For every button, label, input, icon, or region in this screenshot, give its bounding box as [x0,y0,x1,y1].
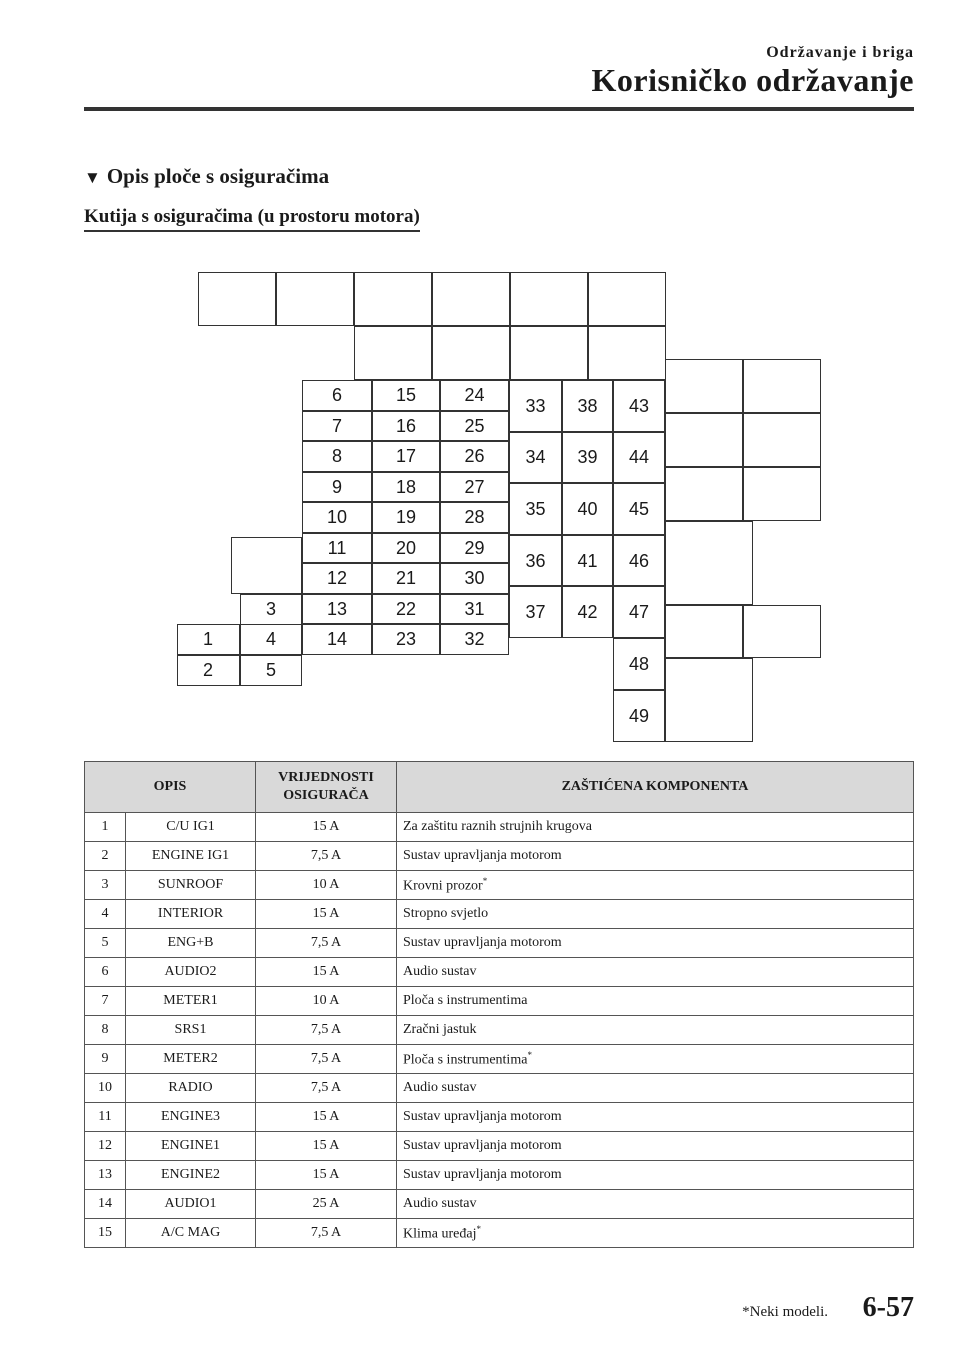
fuse-number-label: 30 [464,568,485,589]
protected-component-cell [397,1190,914,1219]
relay-slot [743,605,821,658]
fuse-rating-cell [256,1016,397,1045]
fuse-rating-cell [256,1190,397,1219]
fuse-number-label: 42 [577,602,598,623]
fuse-number-label: 7 [331,415,342,436]
fuse-number-label: 6 [331,385,342,406]
fuse-number-label: 16 [395,415,417,436]
fuse-number-label: 14 [326,629,348,650]
relay-slot [743,413,821,467]
fuse-opis-cell [126,958,256,987]
protected-component-cell [397,1016,914,1045]
fuse-rating-cell [256,871,397,900]
relay-slot [510,326,588,380]
fuse-number-cell [85,1219,126,1248]
protected-component-cell [397,871,914,900]
protected-component-cell-text: Krovni prozor [403,878,483,894]
fuse-rating-cell-text: 15 A [312,906,340,921]
fuse-rating-cell-text: 7,5 A [310,1080,342,1095]
fuse-number-cell-text: 4 [101,906,109,921]
protected-component-cell-text: Zračni jastuk [403,1022,477,1037]
fuse-opis-cell [126,929,256,958]
some-models-marker: * [482,875,488,886]
subheading: Kutija s osiguračima (u prostoru motora) [84,206,420,232]
relay-slot [743,359,821,413]
fuse-number-cell [85,1074,126,1103]
fuse-number-cell [85,1190,126,1219]
fuse-number-cell [85,1161,126,1190]
fuse-rating-cell [256,929,397,958]
protected-component-cell-text: Sustav upravljanja motorom [403,848,562,863]
fuse-rating-cell [256,900,397,929]
protected-component-cell-text: Audio sustav [403,964,477,979]
protected-component-cell-text: Za zaštitu raznih strujnih krugova [403,819,592,834]
fuse-opis-cell [126,1045,256,1074]
protected-component-cell [397,842,914,871]
table-row [85,987,914,1016]
protected-component-cell [397,1074,914,1103]
relay-slot [665,413,743,467]
fuse-rating-cell [256,1132,397,1161]
protected-component-cell [397,987,914,1016]
fuse-number-label: 25 [464,415,485,436]
relay-slot [354,272,432,326]
relay-slot [198,272,276,326]
fuse-number-label: 33 [525,395,546,416]
protected-component-cell [397,1161,914,1190]
fuse-rating-cell [256,1219,397,1248]
fuse-number-label: 19 [395,507,417,528]
fuse-rating-cell [256,1103,397,1132]
fuse-opis-cell [126,1132,256,1161]
fuse-number-label: 22 [395,598,417,619]
fuse-number-label: 48 [628,654,650,674]
fuse-number-cell-text: 9 [101,1051,109,1066]
column-header-vrijednost [256,762,397,813]
fuse-opis-cell-text: ENGINE3 [160,1109,221,1124]
fuse-number-label: 10 [326,507,348,528]
fuse-opis-cell [126,813,256,842]
section-heading-text: Opis ploče s osiguračima [106,164,330,188]
fuse-number-label: 2 [202,660,213,680]
fuse-opis-cell-text: SUNROOF [157,877,224,892]
relay-slot [354,326,432,380]
fuse-number-cell-text: 10 [98,1080,112,1095]
relay-slot [432,272,510,326]
fuse-number-label: 8 [331,446,342,467]
fuse-number-cell [85,1045,126,1074]
protected-component-cell-text: Ploča s instrumentima [403,1052,528,1068]
fuse-rating-cell [256,1045,397,1074]
fuse-number-label: 1 [202,629,213,649]
fuse-opis-cell-text: METER1 [163,993,218,1008]
fuse-number-label: 38 [577,395,598,416]
protected-component-cell [397,958,914,987]
fuse-opis-cell [126,1190,256,1219]
fuse-opis-cell [126,842,256,871]
relay-slot [665,658,753,742]
fuse-rating-cell [256,987,397,1016]
some-models-marker: * [476,1223,481,1234]
fuse-number-cell [85,871,126,900]
fuse-number-cell-text: 5 [101,935,109,950]
table-row [85,871,914,900]
triangle-marker-icon: ▼ [84,168,101,187]
footnote: *Neki modeli. [742,1304,828,1320]
fuse-number-label: 11 [327,537,347,558]
fuse-opis-cell-text: SRS1 [174,1022,207,1037]
relay-slot [665,359,743,413]
fuse-number-label: 27 [464,476,485,497]
fuse-number-cell [85,1103,126,1132]
protected-component-cell-text: Ploča s instrumentima [403,993,528,1008]
fuse-number-label: 12 [326,568,348,589]
fuse-number-label: 40 [577,499,598,519]
column-header-opis: OPIS [85,762,256,813]
fuse-number-label: 26 [464,446,485,467]
fuse-number-cell-text: 8 [101,1022,109,1037]
table-row [85,1103,914,1132]
fuse-opis-cell [126,987,256,1016]
fuse-number-cell [85,1016,126,1045]
fuse-number-label: 41 [577,550,598,571]
column-header-vrijednost-line2: OSIGURAČA [283,788,369,803]
fuse-number-label: 23 [395,629,417,650]
fuse-number-label: 15 [395,385,417,406]
fuse-rating-cell-text: 15 A [312,1167,340,1182]
fuse-opis-cell-text: C/U IG1 [166,819,215,834]
fuse-number-label: 43 [628,395,650,416]
fuse-number-cell [85,1132,126,1161]
fuse-opis-cell [126,871,256,900]
table-row [85,958,914,987]
fuse-number-label: 34 [525,447,546,468]
protected-component-cell [397,813,914,842]
fuse-rating-cell-text: 7,5 A [310,848,342,863]
protected-component-cell-text: Sustav upravljanja motorom [403,1167,562,1182]
protected-component-cell-text: Sustav upravljanja motorom [403,935,562,950]
fuse-number-cell-text: 11 [98,1109,112,1124]
fuse-number-cell [85,900,126,929]
fuse-table [84,761,914,1248]
protected-component-cell [397,1045,914,1074]
fuse-number-cell-text: 13 [98,1167,112,1182]
fuse-opis-cell-text: INTERIOR [157,906,224,921]
fuse-rating-cell-text: 7,5 A [310,1225,342,1240]
relay-slot [588,272,666,326]
protected-component-cell-text: Sustav upravljanja motorom [403,1138,562,1153]
fuse-number-label: 18 [395,476,417,497]
relay-slot [276,272,354,326]
fuse-number-cell [85,929,126,958]
table-row [85,813,914,842]
fuse-rating-cell [256,1161,397,1190]
column-header-komponenta: ZAŠTIĆENA KOMPONENTA [397,762,914,813]
fuse-number-cell-text: 7 [101,993,109,1008]
protected-component-cell-text: Stropno svjetlo [403,906,489,921]
fuse-number-cell-text: 14 [98,1196,112,1211]
fuse-number-label: 24 [464,385,485,406]
fuse-rating-cell-text: 7,5 A [310,1051,342,1066]
protected-component-cell-text: Audio sustav [403,1080,477,1095]
fuse-number-label: 46 [628,550,650,571]
protected-component-cell [397,1132,914,1161]
fuse-number-label: 36 [525,550,546,571]
fuse-rating-cell [256,842,397,871]
table-row [85,1190,914,1219]
fuse-number-cell-text: 15 [98,1225,112,1240]
fuse-number-label: 37 [525,602,546,623]
table-row [85,1016,914,1045]
fuse-opis-cell [126,1016,256,1045]
protected-component-cell-text: Sustav upravljanja motorom [403,1109,562,1124]
table-row [85,929,914,958]
fuse-number-cell [85,813,126,842]
fuse-rating-cell [256,958,397,987]
fuse-opis-cell-text: ENGINE1 [160,1138,221,1153]
some-models-marker: * [527,1049,532,1060]
fuse-rating-cell-text: 15 A [312,1138,340,1153]
fuse-number-cell [85,842,126,871]
fuse-number-label: 4 [265,629,276,649]
fuse-opis-cell-text: AUDIO2 [164,964,217,979]
fuse-number-cell-text: 6 [101,964,109,979]
fuse-rating-cell-text: 15 A [312,964,340,979]
protected-component-cell [397,1103,914,1132]
fuse-opis-cell-text: ENGINE IG1 [151,848,230,863]
protected-component-cell [397,929,914,958]
fuse-number-label: 13 [326,598,348,619]
protected-component-cell [397,900,914,929]
fuse-number-label: 5 [265,660,276,680]
fuse-number-cell-text: 3 [101,877,109,892]
protected-component-cell [397,1219,914,1248]
table-row [85,1132,914,1161]
fuse-rating-cell-text: 25 A [312,1196,340,1211]
fuse-number-label: 31 [464,598,485,619]
relay-slot [665,605,743,658]
protected-component-cell-text: Klima uređaj [403,1226,477,1242]
fuse-opis-cell [126,1161,256,1190]
fuse-opis-cell-text: AUDIO1 [164,1196,217,1211]
fuse-opis-cell [126,1219,256,1248]
fuse-rating-cell [256,1074,397,1103]
fuse-number-label: 47 [628,602,650,623]
fuse-number-label: 17 [395,446,417,467]
fuse-number-cell [85,987,126,1016]
fuse-number-label: 28 [464,507,485,528]
column-header-vrijednost-line1: VRIJEDNOSTI [278,770,374,785]
relay-slot [665,521,753,605]
fuse-number-label: 45 [628,499,650,519]
fuse-number-cell-text: 12 [98,1138,112,1153]
fuse-number-cell-text: 2 [101,848,109,863]
table-row [85,1219,914,1248]
protected-component-cell-text: Audio sustav [403,1196,477,1211]
fuse-rating-cell-text: 7,5 A [310,1022,342,1037]
fuse-number-label: 32 [464,629,485,650]
relay-slot [231,537,302,594]
fuse-opis-cell-text: A/C MAG [160,1225,221,1240]
fuse-opis-cell-text: METER2 [163,1051,218,1066]
relay-slot [743,467,821,521]
fuse-opis-cell [126,1074,256,1103]
fuse-number-label: 39 [577,447,598,468]
relay-slot [588,326,666,380]
page-number: 6-57 [862,1292,914,1323]
fuse-number-label: 9 [331,476,342,497]
table-header-row [85,762,914,813]
header-chapter-title: Korisničko održavanje [591,62,914,98]
relay-slot [432,326,510,380]
relay-slot [665,467,743,521]
fuse-rating-cell-text: 10 A [312,993,340,1008]
fuse-opis-cell [126,900,256,929]
relay-slot [510,272,588,326]
header-section-label: Održavanje i briga [766,44,914,61]
fuse-rating-cell-text: 15 A [312,819,340,834]
fuse-rating-cell [256,813,397,842]
table-row [85,900,914,929]
fuse-opis-cell-text: RADIO [168,1080,213,1095]
fuse-opis-cell-text: ENGINE2 [160,1167,221,1182]
fuse-opis-cell-text: ENG+B [167,935,214,950]
fuse-number-label: 29 [464,537,485,558]
fuse-number-label: 21 [395,568,417,589]
fuse-number-cell [85,958,126,987]
fuse-opis-cell [126,1103,256,1132]
fuse-number-label: 35 [525,499,546,519]
fuse-number-label: 3 [265,599,276,619]
fuse-rating-cell-text: 15 A [312,1109,340,1124]
fuse-number-label: 49 [628,706,650,726]
fuse-number-label: 44 [628,447,650,468]
table-row [85,1161,914,1190]
fuse-number-cell-text: 1 [101,819,109,834]
fuse-number-label: 20 [395,537,417,558]
table-row [85,1074,914,1103]
fuse-rating-cell-text: 10 A [312,877,340,892]
table-row [85,1045,914,1074]
table-row [85,842,914,871]
fuse-rating-cell-text: 7,5 A [310,935,342,950]
